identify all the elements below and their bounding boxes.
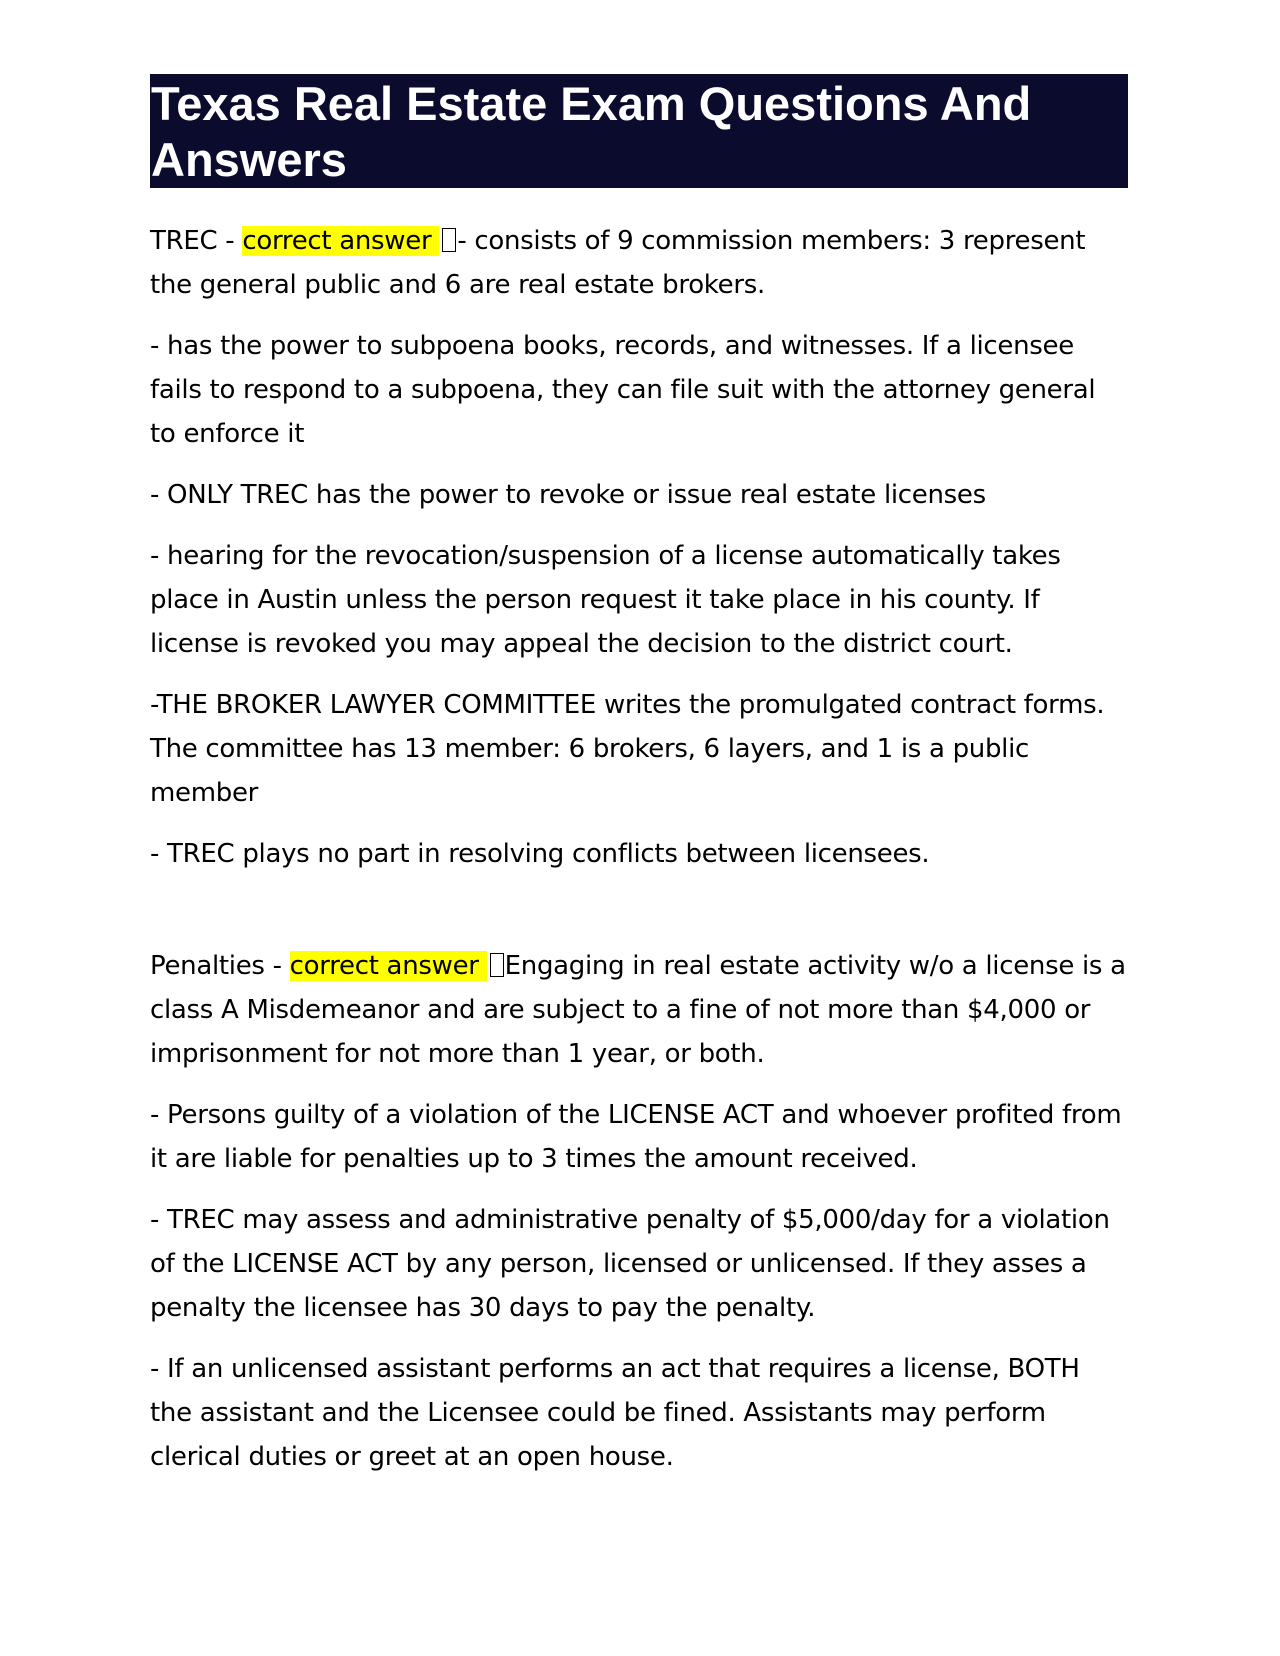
question-term: Penalties -: [150, 951, 290, 981]
question-term: TREC -: [150, 226, 243, 256]
document-title: Texas Real Estate Exam Questions And Answers: [150, 74, 1128, 188]
answer-highlight: correct answer: [242, 226, 440, 256]
missing-glyph-icon: [490, 953, 504, 977]
document-body: [150, 219, 1128, 1479]
answer-point: - If an unlicensed assistant performs an act that requires a license, BOTH the assistant and the Licensee could be fined. Assistants may perform clerical duties or greet at an open house.: [150, 1354, 1080, 1472]
answer-point: - ONLY TREC has the power to revoke or issue real estate licenses: [150, 480, 986, 510]
missing-glyph-icon: [442, 228, 456, 252]
answer-highlight: correct answer: [289, 951, 487, 981]
section-spacer: [150, 893, 1128, 944]
answer-point: - TREC plays no part in resolving conflicts between licensees.: [150, 839, 930, 869]
answer-point: - Persons guilty of a violation of the LICENSE ACT and whoever profited from it are liable for penalties up to 3 times the amount received.: [150, 1100, 1122, 1174]
qa-entry-penalties: [150, 944, 1128, 1076]
answer-point: - has the power to subpoena books, records, and witnesses. If a licensee fails to respond to a subpoena, they can file suit with the attorney general to enforce it: [150, 331, 1096, 449]
qa-entry-trec: [150, 219, 1128, 307]
answer-text: - consists of 9 commission members: 3 represent the general public and 6 are real estate brokers.: [150, 226, 1086, 300]
answer-point: - hearing for the revocation/suspension of a license automatically takes place in Austin unless the person request it take place in his county. If license is revoked you may appeal the decision to the district court.: [150, 541, 1061, 659]
answer-text: Engaging in real estate activity w/o a license is a class A Misdemeanor and are subject to a fine of not more than $4,000 or imprisonment for not more than 1 year, or both.: [150, 951, 1126, 1069]
answer-point: - TREC may assess and administrative penalty of $5,000/day for a violation of the LICENSE ACT by any person, licensed or unlicensed. If they asses a penalty the licensee has 30 days to pay the penalty.: [150, 1205, 1110, 1323]
document-page: [150, 74, 1128, 1496]
answer-point: -THE BROKER LAWYER COMMITTEE writes the promulgated contract forms. The committee has 13 member: 6 brokers, 6 layers, and 1 is a public member: [150, 690, 1105, 808]
